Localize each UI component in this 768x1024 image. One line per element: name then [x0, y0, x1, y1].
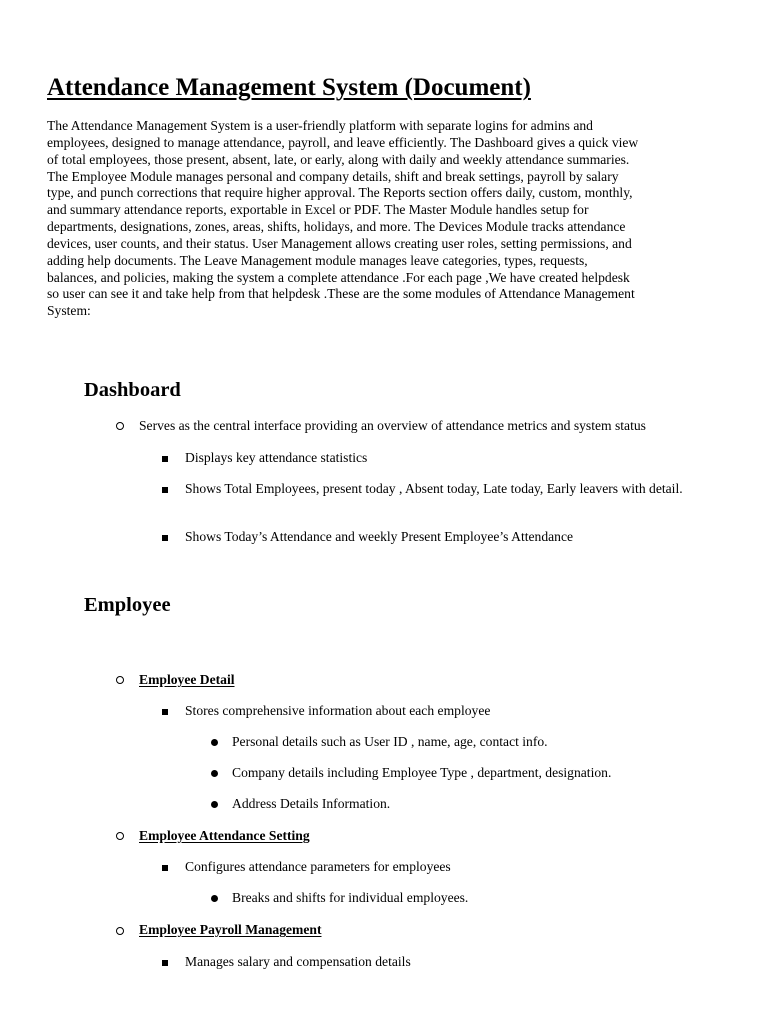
square-bullet-icon: [162, 709, 168, 715]
intro-line: The Attendance Management System is a user-friendly platform with separate logins for admins and: [47, 118, 593, 133]
employee-payroll-sub: Manages salary and compensation details: [185, 954, 411, 969]
intro-line: and summary attendance reports, exportable in Excel or PDF. The Master Module handles setup for: [47, 202, 589, 218]
dashboard-subitem: Shows Today’s Attendance and weekly Present Employee’s Attendance: [185, 529, 574, 544]
hollow-circle-bullet-icon: [116, 422, 124, 430]
dashboard-heading: Dashboard: [84, 379, 181, 401]
hollow-circle-bullet-icon: [116, 676, 124, 684]
intro-line: System:: [47, 303, 91, 319]
employee-detail-sub: Stores comprehensive information about each employee: [185, 703, 491, 718]
intro-line: devices, user counts, and their status. User Management allows creating user roles, setting permissions, and: [47, 235, 632, 251]
square-bullet-icon: [162, 865, 168, 871]
intro-line: balances, and policies, making the system a complete attendance .For each page ,We have created helpdesk: [47, 269, 630, 285]
intro-line: departments, designations, zones, areas, shifts, holidays, and more. The Devices Module tracks attendance: [47, 219, 626, 235]
filled-dot-bullet-icon: [211, 739, 218, 746]
hollow-circle-bullet-icon: [116, 832, 124, 840]
employee-detail-point: Personal details such as User ID , name, age, contact info.: [232, 734, 548, 749]
intro-line: so user can see it and take help from that helpdesk .These are the some modules of Attendance Management: [47, 286, 635, 302]
employee-payroll-title: Employee Payroll Management: [139, 922, 322, 937]
square-bullet-icon: [162, 535, 168, 541]
hollow-circle-bullet-icon: [116, 927, 124, 935]
intro-line: employees, designed to manage attendance, payroll, and leave efficiently. The Dashboard gives a quick view: [47, 134, 639, 150]
employee-attendance-setting-point: Breaks and shifts for individual employees.: [232, 890, 469, 905]
intro-line: of total employees, those present, absent, late, or early, along with daily and weekly attendance summaries.: [47, 151, 630, 167]
employee-heading: Employee: [84, 594, 171, 616]
intro-line: type, and punch corrections that require higher approval. The Reports section offers daily, custom, monthly,: [47, 185, 633, 201]
square-bullet-icon: [162, 960, 168, 966]
document-title: Attendance Management System (Document): [47, 74, 531, 101]
dashboard-subitem: Shows Total Employees, present today , Absent today, Late today, Early leavers with detail.: [185, 481, 683, 496]
employee-detail-title: Employee Detail: [139, 672, 235, 687]
dashboard-subitem: Displays key attendance statistics: [185, 450, 368, 465]
employee-attendance-setting-sub: Configures attendance parameters for employees: [185, 859, 451, 874]
filled-dot-bullet-icon: [211, 895, 218, 902]
intro-paragraph: [47, 118, 723, 320]
dashboard-item: Serves as the central interface providing an overview of attendance metrics and system status: [139, 418, 646, 433]
filled-dot-bullet-icon: [211, 801, 218, 808]
employee-attendance-setting-title: Employee Attendance Setting: [139, 828, 310, 843]
intro-line: adding help documents. The Leave Management module manages leave categories, types, requests,: [47, 252, 588, 268]
employee-detail-point: Address Details Information.: [232, 796, 391, 811]
employee-detail-point: Company details including Employee Type , department, designation.: [232, 765, 612, 780]
square-bullet-icon: [162, 487, 168, 493]
intro-line: The Employee Module manages personal and company details, shift and break settings, payroll by salary: [47, 168, 619, 184]
square-bullet-icon: [162, 456, 168, 462]
filled-dot-bullet-icon: [211, 770, 218, 777]
